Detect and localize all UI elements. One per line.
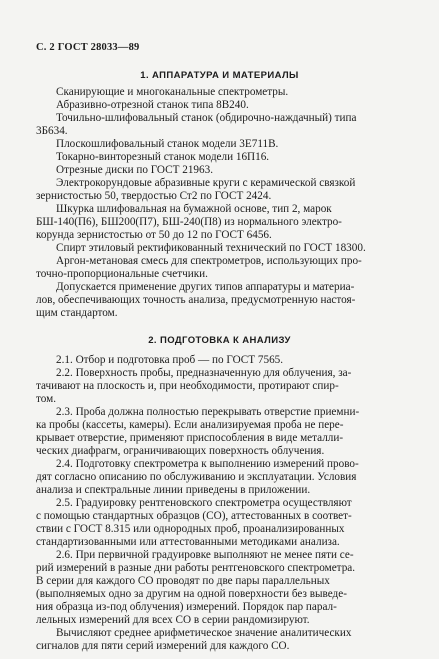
- text-line: БШ-140(П6), БШ200(П7), БШ-240(П8) из нормального электро-: [36, 216, 342, 228]
- text-line: 2.5. Градуировку рентгеновского спектрометра осуществляют: [56, 497, 352, 509]
- text-line: стандартизованными или аттестованными методиками анализа.: [36, 536, 340, 548]
- text-line: В серии для каждого СО проводят по две пары параллельных: [36, 575, 330, 587]
- text-line: щим стандартом.: [36, 307, 118, 319]
- text-line: ка пробы (кассеты, камеры). Если анализируемая проба не пере-: [36, 419, 344, 431]
- text-line: Шкурка шлифовальная на бумажной основе, тип 2, марок: [56, 203, 332, 215]
- text-line: Плоскошлифовальный станок модели 3Е711В.: [56, 138, 279, 150]
- text-line: тачивают на плоскость и, при необходимости, протирают спир-: [36, 380, 339, 392]
- section-1-title: 1. АППАРАТУРА И МАТЕРИАЛЫ: [140, 70, 299, 81]
- text-line: Вычисляют среднее арифметическое значение аналитических: [56, 627, 352, 639]
- text-line: сигналов для пяти серий измерений для каждого СО.: [36, 640, 290, 652]
- text-line: анализа и спектральные линии приведены в приложении.: [36, 484, 311, 496]
- text-line: 2.2. Поверхность пробы, предназначенную для облучения, за-: [56, 367, 352, 379]
- text-line: Спирт этиловый ректификованный технический по ГОСТ 18300.: [56, 242, 366, 254]
- text-line: Точильно-шлифовальный станок (обдирочно-наждачный) типа: [56, 112, 357, 124]
- text-line: (выполняемых одно за другим на одной поверхности без выведе-: [36, 588, 347, 600]
- text-line: лов, обеспечивающих точность анализа, предусмотренную настоя-: [36, 294, 356, 306]
- text-line: том.: [36, 393, 56, 405]
- text-line: ствии с ГОСТ 8.315 или однородных проб, проанализированных: [36, 523, 345, 535]
- text-line: зернистостью 50, твердостью Ст2 по ГОСТ 2424.: [36, 190, 272, 202]
- text-line: Сканирующие и многоканальные спектрометры.: [56, 86, 289, 98]
- text-line: 2.3. Проба должна полностью перекрывать отверстие приемни-: [56, 406, 360, 418]
- text-line: 3Б634.: [36, 125, 68, 137]
- section-2-title: 2. ПОДГОТОВКА К АНАЛИЗУ: [148, 335, 291, 346]
- text-line: Отрезные диски по ГОСТ 21963.: [56, 164, 213, 176]
- text-line: 2.6. При первичной градуировке выполняют не менее пяти се-: [56, 549, 354, 561]
- page-header: С. 2 ГОСТ 28033—89: [36, 42, 140, 53]
- text-line: ческих диафрагм, ограничивающих поверхность облучения.: [36, 445, 325, 457]
- text-line: Токарно-винторезный станок модели 16П16.: [56, 151, 270, 163]
- text-line: корунда зернистостью от 50 до 12 по ГОСТ 6456.: [36, 229, 272, 241]
- text-line: Абразивно-отрезной станок типа 8В240.: [56, 99, 249, 111]
- text-line: Аргон-метановая смесь для спектрометров, использующих про-: [56, 255, 362, 267]
- text-line: с помощью стандартных образцов (СО), аттестованных в соответ-: [36, 510, 352, 522]
- text-line: крывает отверстие, применяют приспособления в виде металли-: [36, 432, 344, 444]
- text-line: лельных измерений для всех СО в серии рандомизируют.: [36, 614, 310, 626]
- text-line: 2.1. Отбор и подготовка проб — по ГОСТ 7565.: [56, 354, 284, 366]
- text-line: точно-пропорциональные счетчики.: [36, 268, 208, 280]
- text-line: рий измерений в разные дни работы рентгеновского спектрометра.: [36, 562, 356, 574]
- text-line: ния образца из-под облучения) измерений. Порядок пар парал-: [36, 601, 337, 613]
- text-line: 2.4. Подготовку спектрометра к выполнению измерений прово-: [56, 458, 359, 470]
- text-line: Электрокорундовые абразивные круги с керамической связкой: [56, 177, 356, 189]
- text-line: дят согласно описанию по обслуживанию и эксплуатации. Условия: [36, 471, 357, 483]
- text-line: Допускается применение других типов аппаратуры и материа-: [56, 281, 355, 293]
